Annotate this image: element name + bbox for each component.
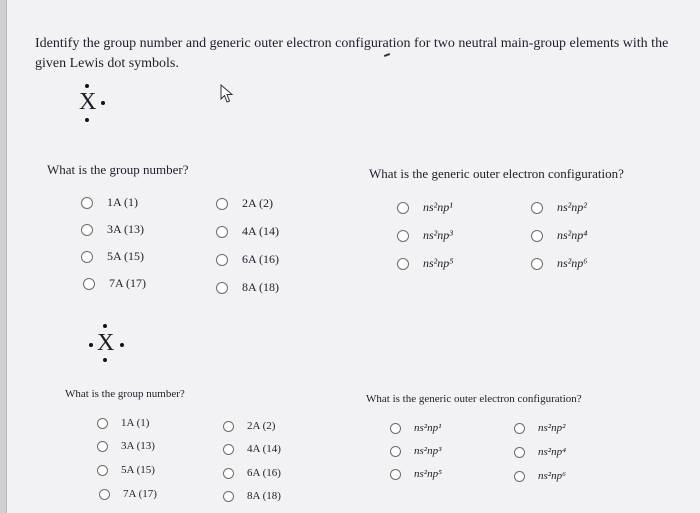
config1-option-np3[interactable]: ns²np³ bbox=[397, 228, 453, 243]
group1-option-3A[interactable]: 3A (13) bbox=[81, 222, 144, 237]
lewis-dot bbox=[89, 343, 93, 347]
lewis-dot bbox=[103, 324, 107, 328]
group-prompt-1: What is the group number? bbox=[47, 162, 189, 177]
element-symbol-1: X bbox=[79, 89, 97, 115]
radio-button[interactable] bbox=[514, 423, 525, 434]
radio-button[interactable] bbox=[390, 446, 401, 457]
group2-option-5A[interactable]: 5A (15) bbox=[97, 464, 155, 476]
group2-option-1A[interactable]: 1A (1) bbox=[97, 417, 149, 429]
config1-option-np2[interactable]: ns²np² bbox=[531, 200, 587, 215]
radio-button[interactable] bbox=[390, 469, 401, 480]
radio-button[interactable] bbox=[397, 258, 409, 270]
radio-button[interactable] bbox=[216, 226, 228, 238]
radio-button[interactable] bbox=[531, 230, 543, 242]
config-prompt-1: What is the generic outer electron configuration? bbox=[369, 166, 624, 181]
radio-button[interactable] bbox=[514, 447, 525, 458]
radio-button[interactable] bbox=[390, 423, 401, 434]
group2-option-7A[interactable]: 7A (17) bbox=[99, 488, 157, 500]
radio-button[interactable] bbox=[97, 465, 108, 476]
radio-button[interactable] bbox=[531, 258, 543, 270]
group2-option-2A[interactable]: 2A (2) bbox=[223, 420, 275, 432]
group1-option-5A[interactable]: 5A (15) bbox=[81, 249, 144, 264]
config1-option-np1[interactable]: ns²np¹ bbox=[397, 200, 453, 215]
radio-button[interactable] bbox=[97, 418, 108, 429]
question-sheet bbox=[6, 0, 700, 513]
radio-button[interactable] bbox=[99, 489, 110, 500]
group2-option-6A[interactable]: 6A (16) bbox=[223, 467, 281, 479]
radio-button[interactable] bbox=[83, 278, 95, 290]
lewis-dot bbox=[120, 343, 124, 347]
lewis-dot bbox=[101, 101, 105, 105]
group2-option-8A[interactable]: 8A (18) bbox=[223, 490, 281, 502]
config2-option-np3[interactable]: ns²np³ bbox=[390, 445, 441, 457]
radio-button[interactable] bbox=[397, 230, 409, 242]
radio-button[interactable] bbox=[216, 254, 228, 266]
radio-button[interactable] bbox=[223, 444, 234, 455]
group1-option-4A[interactable]: 4A (14) bbox=[216, 224, 279, 239]
config1-option-np5[interactable]: ns²np⁵ bbox=[397, 256, 453, 271]
question-text: Identify the group number and generic outer electron configuration for two neutral main-group elements with the given Lewis dot symbols. bbox=[35, 36, 669, 71]
radio-button[interactable] bbox=[97, 441, 108, 452]
group1-option-2A[interactable]: 2A (2) bbox=[216, 196, 273, 211]
radio-button[interactable] bbox=[216, 282, 228, 294]
radio-button[interactable] bbox=[223, 421, 234, 432]
group1-option-7A[interactable]: 7A (17) bbox=[83, 276, 146, 291]
radio-button[interactable] bbox=[216, 198, 228, 210]
config1-option-np6[interactable]: ns²np⁶ bbox=[531, 256, 587, 271]
radio-button[interactable] bbox=[397, 202, 409, 214]
config-prompt-2: What is the generic outer electron configuration? bbox=[366, 393, 582, 405]
config2-option-np2[interactable]: ns²np² bbox=[514, 422, 565, 434]
radio-button[interactable] bbox=[223, 468, 234, 479]
lewis-dot bbox=[103, 358, 107, 362]
radio-button[interactable] bbox=[81, 224, 93, 236]
config2-option-np1[interactable]: ns²np¹ bbox=[390, 422, 441, 434]
group1-option-6A[interactable]: 6A (16) bbox=[216, 252, 279, 267]
radio-button[interactable] bbox=[514, 471, 525, 482]
group-prompt-2: What is the group number? bbox=[65, 388, 185, 400]
mouse-pointer-icon bbox=[219, 84, 235, 104]
config1-option-np4[interactable]: ns²np⁴ bbox=[531, 228, 587, 243]
config2-option-np5[interactable]: ns²np⁵ bbox=[390, 468, 442, 480]
group1-option-8A[interactable]: 8A (18) bbox=[216, 280, 279, 295]
group1-option-1A[interactable]: 1A (1) bbox=[81, 195, 138, 210]
config2-option-np4[interactable]: ns²np⁴ bbox=[514, 446, 566, 458]
element-symbol-2: X bbox=[97, 330, 115, 356]
group2-option-3A[interactable]: 3A (13) bbox=[97, 440, 155, 452]
radio-button[interactable] bbox=[531, 202, 543, 214]
radio-button[interactable] bbox=[81, 251, 93, 263]
lewis-dot bbox=[85, 84, 89, 88]
radio-button[interactable] bbox=[81, 197, 93, 209]
group2-option-4A[interactable]: 4A (14) bbox=[223, 443, 281, 455]
radio-button[interactable] bbox=[223, 491, 234, 502]
lewis-dot bbox=[85, 118, 89, 122]
config2-option-np6[interactable]: ns²np⁶ bbox=[514, 470, 566, 482]
